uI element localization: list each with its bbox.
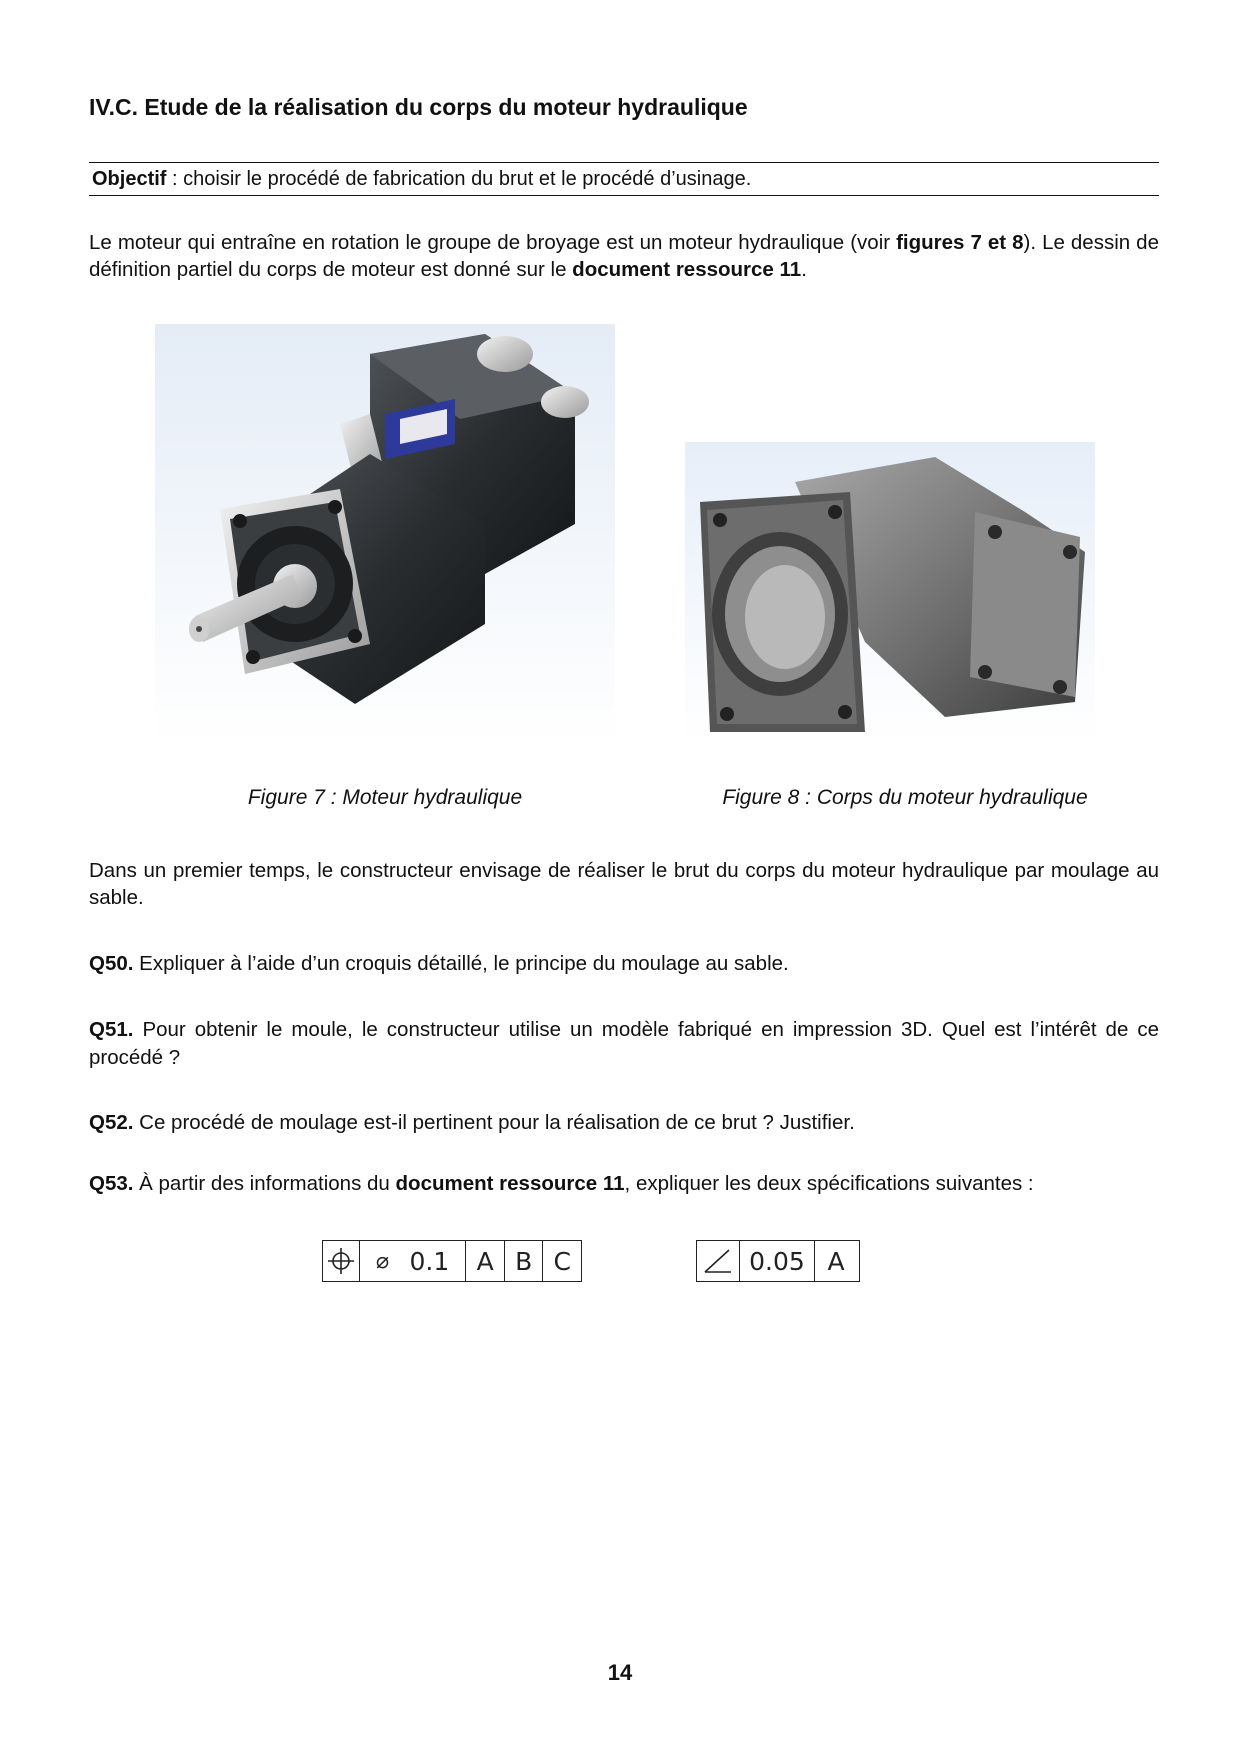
tolerance-value: 0.1 bbox=[409, 1246, 450, 1276]
question-q53 bbox=[89, 1170, 1159, 1198]
question-id: Q51. bbox=[89, 1018, 134, 1041]
sand-casting-paragraph: Dans un premier temps, le constructeur envisage de réaliser le brut du corps du moteur hydraulique par moulage au sable. bbox=[89, 859, 1159, 909]
position-icon bbox=[323, 1241, 360, 1281]
objective-text: : choisir le procédé de fabrication du brut et le procédé d’usinage. bbox=[166, 168, 752, 190]
question-text: Pour obtenir le moule, le constructeur utilise un modèle fabriqué en impression 3D. Quel est l’intérêt de ce procédé ? bbox=[89, 1018, 1159, 1069]
objective-line bbox=[92, 168, 751, 191]
motor-body-illustration bbox=[685, 442, 1095, 742]
angularity-tolerance-frame bbox=[696, 1240, 860, 1282]
figure-7-image bbox=[155, 324, 615, 744]
question-text-1: À partir des informations du bbox=[133, 1172, 396, 1195]
question-q52 bbox=[89, 1109, 1159, 1137]
figure-8-image bbox=[685, 442, 1095, 742]
intro-figures-ref: figures 7 et 8 bbox=[896, 231, 1024, 254]
intro-text-2: ). Le dessin de définition partiel du corps de moteur est donné sur le bbox=[89, 231, 1159, 281]
question-id: Q52. bbox=[89, 1111, 134, 1134]
tolerance-value: 0.05 bbox=[740, 1241, 815, 1281]
question-id: Q50. bbox=[89, 952, 134, 975]
figure-7-caption: Figure 7 : Moteur hydraulique bbox=[247, 786, 523, 809]
datum-a: A bbox=[827, 1246, 845, 1276]
datum-c: C bbox=[553, 1246, 571, 1276]
intro-paragraph bbox=[89, 229, 1159, 283]
question-id: Q53. bbox=[89, 1172, 134, 1195]
intro-text-1: Le moteur qui entraîne en rotation le groupe de broyage est un moteur hydraulique (voir bbox=[89, 231, 897, 254]
datum-a: A bbox=[466, 1241, 505, 1281]
question-text: Expliquer à l’aide d’un croquis détaillé, le principe du moulage au sable. bbox=[133, 952, 789, 975]
tolerance-value-cell bbox=[360, 1241, 467, 1281]
question-text: Ce procédé de moulage est-il pertinent pour la réalisation de ce brut ? Justifier. bbox=[133, 1111, 855, 1134]
document-ref: document ressource 11 bbox=[395, 1172, 625, 1195]
section-title: IV.C. Etude de la réalisation du corps du moteur hydraulique bbox=[89, 94, 748, 120]
datum-b: B bbox=[505, 1241, 544, 1281]
objective-box bbox=[89, 162, 1159, 196]
intro-document-ref: document ressource 11 bbox=[572, 258, 802, 281]
angularity-icon bbox=[697, 1241, 740, 1281]
figure-8-caption: Figure 8 : Corps du moteur hydraulique bbox=[722, 786, 1088, 809]
question-text-2: , expliquer les deux spécifications suivantes : bbox=[624, 1172, 1034, 1195]
question-q50 bbox=[89, 950, 1159, 978]
hydraulic-motor-illustration bbox=[155, 324, 615, 744]
page-number: 14 bbox=[607, 1660, 633, 1685]
intro-text-3: . bbox=[801, 258, 807, 281]
question-q51 bbox=[89, 1016, 1159, 1072]
position-tolerance-frame bbox=[322, 1240, 582, 1282]
objective-label: Objectif bbox=[92, 168, 167, 190]
diameter-symbol: ⌀ bbox=[375, 1248, 390, 1274]
